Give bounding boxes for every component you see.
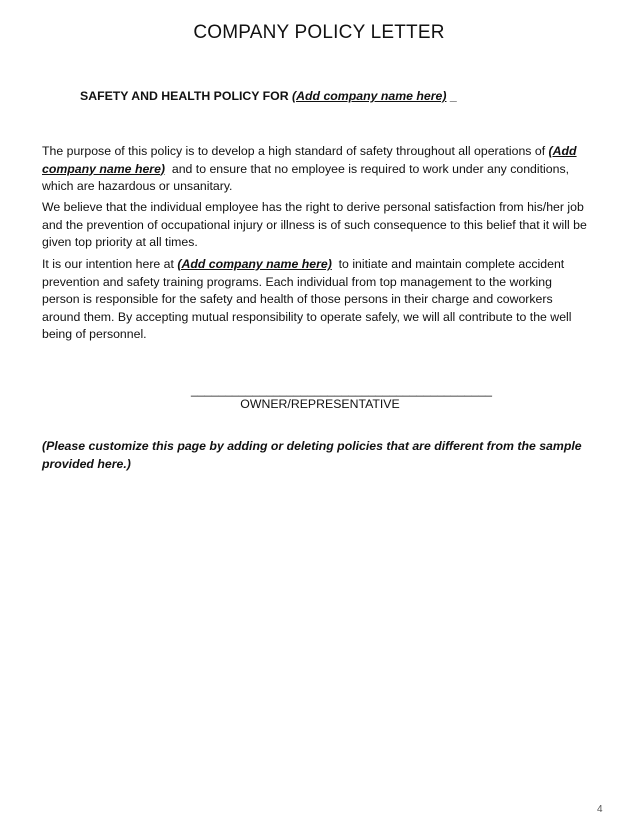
signature-label: OWNER/REPRESENTATIVE [240, 397, 400, 411]
paragraph-line [42, 309, 612, 327]
paragraph-line [42, 326, 612, 344]
note-line: provided here.) [42, 456, 131, 471]
subtitle-suffix: _ [449, 89, 457, 103]
paragraph-line [42, 161, 612, 179]
purpose-paragraph [42, 143, 612, 196]
customization-note [42, 438, 612, 473]
line-text: and to ensure that no employee is required to work under any conditions, [171, 161, 570, 176]
company-name-placeholder: company name here) [42, 161, 166, 176]
note-line: (Please customize this page by adding or deleting policies that are different from the sample [42, 439, 582, 453]
paragraph-line [42, 291, 612, 309]
line-text: It is our intention here at [42, 257, 174, 271]
paragraph-line [42, 234, 612, 252]
intention-paragraph [42, 256, 612, 344]
belief-paragraph [42, 199, 612, 252]
line-text: to initiate and maintain complete accident [338, 257, 565, 271]
paragraph-line [42, 256, 612, 274]
line-text: being of personnel. [42, 327, 147, 341]
paragraph-line [42, 143, 612, 161]
policy-subtitle [80, 89, 457, 103]
company-name-placeholder: (Add [548, 144, 577, 158]
line-text: The purpose of this policy is to develop a high standard of safety throughout all operations of [42, 144, 546, 158]
line-text: prevention and safety training programs. Each individual from top management to the working [42, 274, 552, 289]
line-text: around them. By accepting mutual responsibility to operate safely, we will all contribute to the well [42, 309, 572, 324]
page-number: 4 [597, 804, 603, 815]
paragraph-line [42, 274, 612, 292]
line-text: person is responsible for the safety and health of those persons in their charge and coworkers [42, 292, 553, 306]
signature-line: ____________________________________________ [191, 383, 492, 397]
paragraph-line [42, 199, 612, 217]
line-text: which are hazardous or unsanitary. [42, 179, 233, 193]
line-text: We believe that the individual employee has the right to derive personal satisfaction from his/her job [42, 200, 584, 214]
company-name-placeholder: (Add company name here) [177, 257, 332, 271]
paragraph-line [42, 217, 612, 235]
page-title: COMPANY POLICY LETTER [193, 22, 445, 43]
subtitle-prefix: SAFETY AND HEALTH POLICY FOR [80, 89, 289, 103]
line-text: given top priority at all times. [42, 235, 198, 249]
paragraph-line [42, 178, 612, 196]
company-name-placeholder: (Add company name here) [292, 89, 447, 103]
line-text: and the prevention of occupational injury or illness is of such consequence to this belief that it will be [42, 217, 587, 232]
